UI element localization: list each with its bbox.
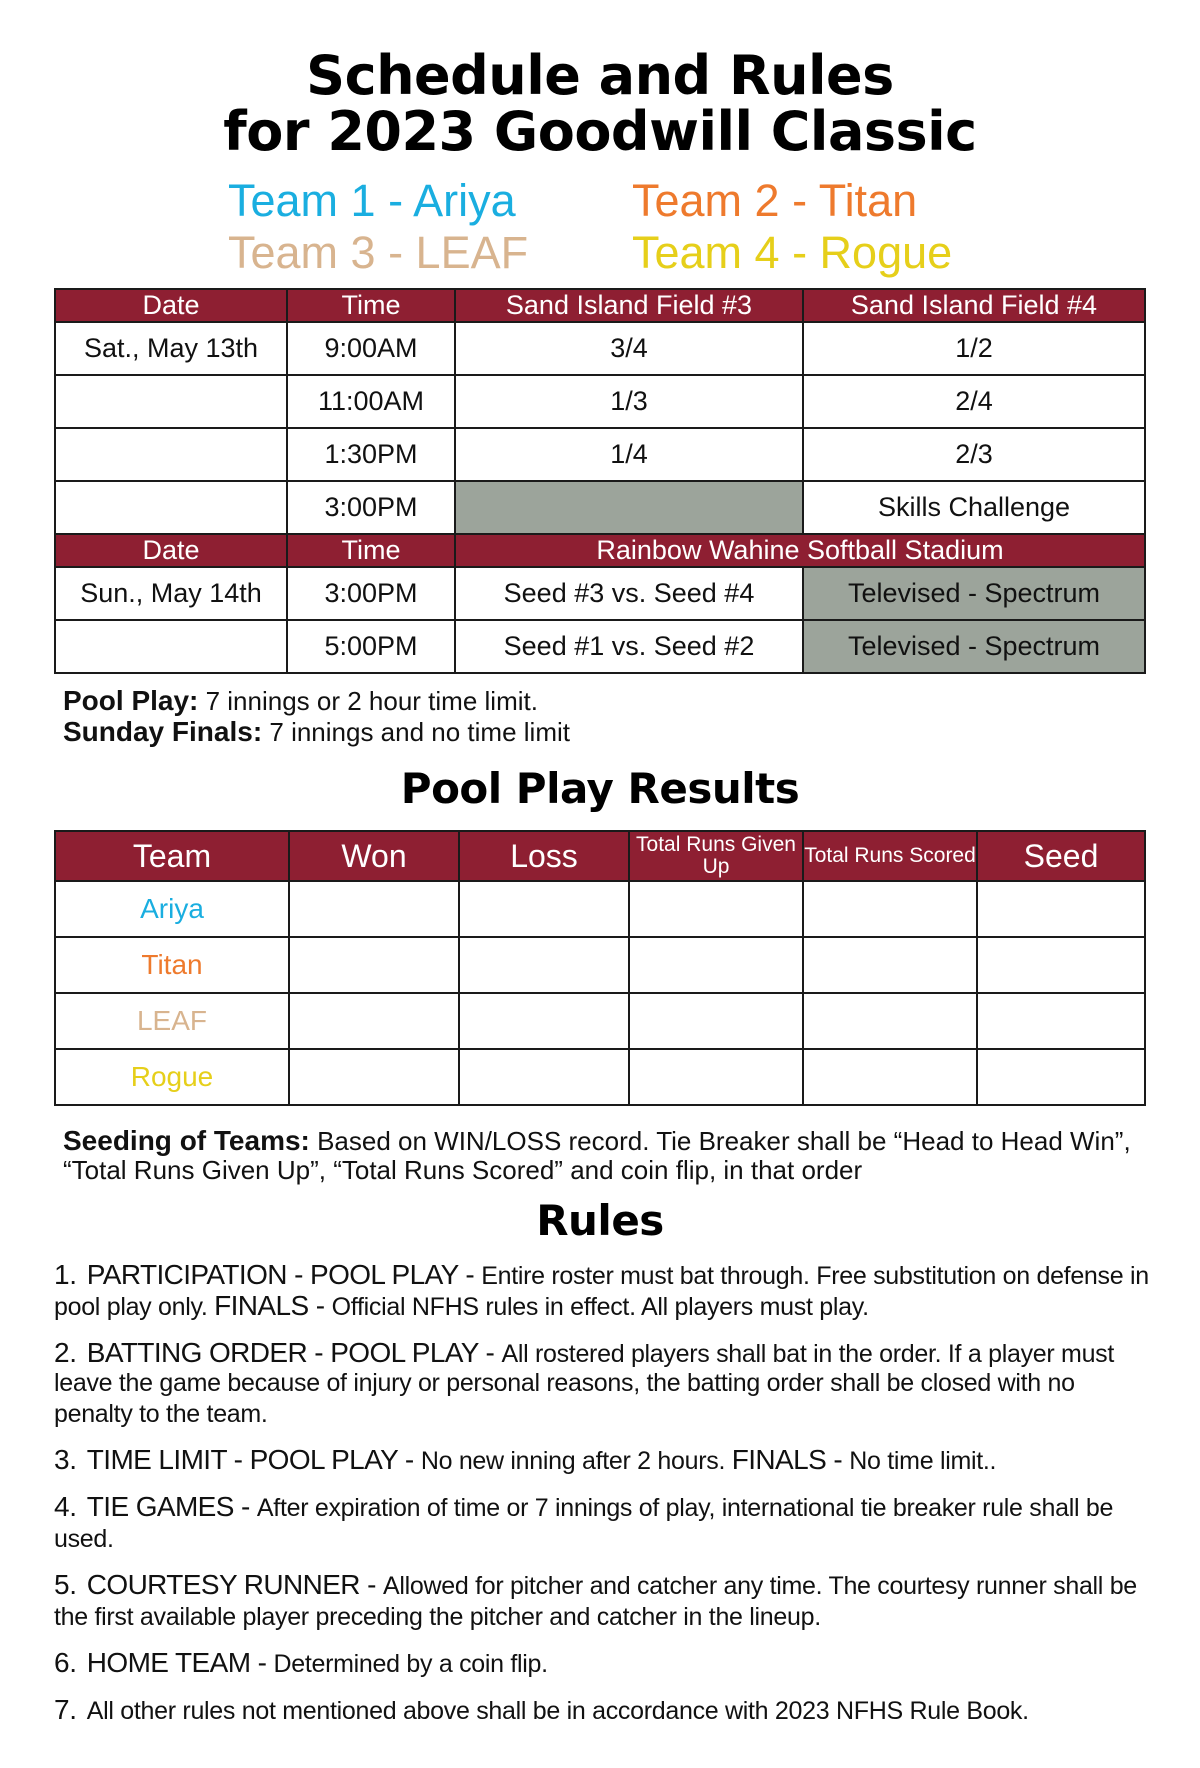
sched-field-4: 2/3 (803, 428, 1145, 481)
rule-heading: HOME TEAM - (86, 1647, 274, 1678)
pool-play-label: Pool Play: (63, 685, 199, 716)
header-runs-given-up: Total Runs Given Up (629, 831, 803, 881)
sched-time: 9:00AM (287, 322, 455, 375)
sched-time: 5:00PM (287, 620, 455, 673)
schedule-row (55, 375, 1145, 428)
rule-text: Entire roster must bat through. Free substitution on defense in pool play only. (54, 1262, 1149, 1321)
rule-text: Allowed for pitcher and catcher any time. The courtesy runner shall be the first available player preceding the pitcher and catcher in the lineup. (54, 1572, 1137, 1631)
won-cell (289, 1049, 459, 1105)
header-date: Date (55, 289, 287, 322)
sched-date: Sun., May 14th (55, 567, 287, 620)
rule-number: 7. (54, 1694, 77, 1725)
header-field-4: Sand Island Field #4 (803, 289, 1145, 322)
rule-item (54, 1695, 1154, 1726)
team-3-label: Team 3 - LEAF (228, 227, 529, 278)
team-1-label: Team 1 - Ariya (228, 175, 516, 226)
loss-cell (459, 993, 629, 1049)
sunday-header-row (55, 534, 1145, 567)
header-seed: Seed (977, 831, 1145, 881)
rule-text: Determined by a coin flip. (273, 1650, 548, 1678)
team-name: Ariya (55, 881, 289, 937)
seed-cell (977, 881, 1145, 937)
sched-time: 3:00PM (287, 567, 455, 620)
rule-heading: BATTING ORDER - POOL PLAY - (86, 1337, 502, 1368)
sunday-finals-label: Sunday Finals: (63, 716, 263, 747)
sched-date: Sat., May 13th (55, 322, 287, 375)
rule-text-2: No time limit.. (849, 1447, 997, 1475)
rule-heading: TIME LIMIT - POOL PLAY - (86, 1444, 421, 1475)
seeding-text: Based on WIN/LOSS record. Tie Breaker shall be “Head to Head Win”, “Total Runs Given Up”, “Total Runs Scored” and coin flip, in that order (63, 1126, 1131, 1185)
sched-field-3-blocked (455, 481, 803, 534)
results-title: Pool Play Results (400, 764, 800, 813)
rule-text: All other rules not mentioned above shall be in accordance with 2023 NFHS Rule Book. (86, 1697, 1029, 1725)
won-cell (289, 937, 459, 993)
header-stadium: Rainbow Wahine Softball Stadium (455, 534, 1145, 567)
header-won: Won (289, 831, 459, 881)
rule-heading-2: FINALS - (214, 1290, 332, 1321)
runs-scored-cell (803, 993, 977, 1049)
rule-text-2: Official NFHS rules in effect. All players must play. (331, 1293, 869, 1321)
header-runs-scored: Total Runs Scored (803, 831, 977, 881)
loss-cell (459, 937, 629, 993)
team-name: Rogue (55, 1049, 289, 1105)
runs-scored-cell (803, 937, 977, 993)
loss-cell (459, 1049, 629, 1105)
seed-cell (977, 1049, 1145, 1105)
rules-list (54, 1260, 1154, 1742)
schedule-row (55, 322, 1145, 375)
loss-cell (459, 881, 629, 937)
sched-field-3: 1/3 (455, 375, 803, 428)
sched-date (55, 375, 287, 428)
sched-field-4: 2/4 (803, 375, 1145, 428)
team-name: LEAF (55, 993, 289, 1049)
runs-given-cell (629, 1049, 803, 1105)
sched-televised: Televised - Spectrum (803, 620, 1145, 673)
runs-given-cell (629, 937, 803, 993)
rule-heading: PARTICIPATION - POOL PLAY - (86, 1259, 482, 1290)
results-table (54, 830, 1146, 1106)
seeding-note (63, 1126, 1153, 1185)
table-row (55, 1049, 1145, 1105)
header-time: Time (287, 289, 455, 322)
results-header-row (55, 831, 1145, 881)
sunday-finals-note (63, 717, 570, 747)
sched-date (55, 481, 287, 534)
rule-number: 5. (54, 1569, 77, 1600)
schedule-row (55, 428, 1145, 481)
title-line-2: for 2023 Goodwill Classic (223, 100, 977, 163)
rule-item (54, 1338, 1154, 1429)
sunday-finals-text: 7 innings and no time limit (262, 717, 570, 747)
sched-time: 3:00PM (287, 481, 455, 534)
schedule-header-row (55, 289, 1145, 322)
won-cell (289, 881, 459, 937)
rule-text: All rostered players shall bat in the order. If a player must leave the game because of injury or personal reasons, the batting order shall be closed with no penalty to the team. (54, 1340, 1115, 1428)
sched-game: Seed #3 vs. Seed #4 (455, 567, 803, 620)
runs-given-cell (629, 881, 803, 937)
schedule-row (55, 620, 1145, 673)
runs-scored-cell (803, 1049, 977, 1105)
sched-field-3: 3/4 (455, 322, 803, 375)
schedule-row (55, 481, 1145, 534)
rules-title: Rules (536, 1196, 664, 1245)
sched-field-4: Skills Challenge (803, 481, 1145, 534)
schedule-row (55, 567, 1145, 620)
title-line-1: Schedule and Rules (306, 44, 894, 107)
table-row (55, 937, 1145, 993)
sched-televised: Televised - Spectrum (803, 567, 1145, 620)
seed-cell (977, 993, 1145, 1049)
rule-number: 2. (54, 1337, 77, 1368)
rule-heading-2: FINALS - (731, 1444, 850, 1475)
team-name: Titan (55, 937, 289, 993)
rule-heading: TIE GAMES - (86, 1491, 257, 1522)
runs-given-cell (629, 993, 803, 1049)
table-row (55, 881, 1145, 937)
sched-field-4: 1/2 (803, 322, 1145, 375)
team-4-label: Team 4 - Rogue (632, 227, 953, 278)
rule-item (54, 1445, 1154, 1476)
rule-number: 1. (54, 1259, 77, 1290)
seeding-label: Seeding of Teams: (63, 1125, 310, 1156)
rule-text: No new inning after 2 hours. (420, 1447, 732, 1475)
rule-item (54, 1648, 1154, 1679)
sched-game: Seed #1 vs. Seed #2 (455, 620, 803, 673)
header-time: Time (287, 534, 455, 567)
rule-heading: COURTESY RUNNER - (86, 1569, 383, 1600)
sched-date (55, 620, 287, 673)
team-2-label: Team 2 - Titan (632, 175, 918, 226)
header-team: Team (55, 831, 289, 881)
header-loss: Loss (459, 831, 629, 881)
header-field-3: Sand Island Field #3 (455, 289, 803, 322)
rule-number: 6. (54, 1647, 77, 1678)
rule-number: 4. (54, 1491, 77, 1522)
header-date: Date (55, 534, 287, 567)
pool-play-text: 7 innings or 2 hour time limit. (198, 686, 538, 716)
runs-scored-cell (803, 881, 977, 937)
sched-time: 11:00AM (287, 375, 455, 428)
sched-field-3: 1/4 (455, 428, 803, 481)
seed-cell (977, 937, 1145, 993)
rule-item (54, 1492, 1154, 1554)
won-cell (289, 993, 459, 1049)
rule-item (54, 1260, 1154, 1322)
pool-play-note (63, 686, 538, 716)
schedule-table (54, 288, 1146, 674)
rule-text: After expiration of time or 7 innings of play, international tie breaker rule shall be used. (54, 1494, 1114, 1553)
sched-date (55, 428, 287, 481)
sched-time: 1:30PM (287, 428, 455, 481)
table-row (55, 993, 1145, 1049)
rule-item (54, 1570, 1154, 1632)
rule-number: 3. (54, 1444, 77, 1475)
